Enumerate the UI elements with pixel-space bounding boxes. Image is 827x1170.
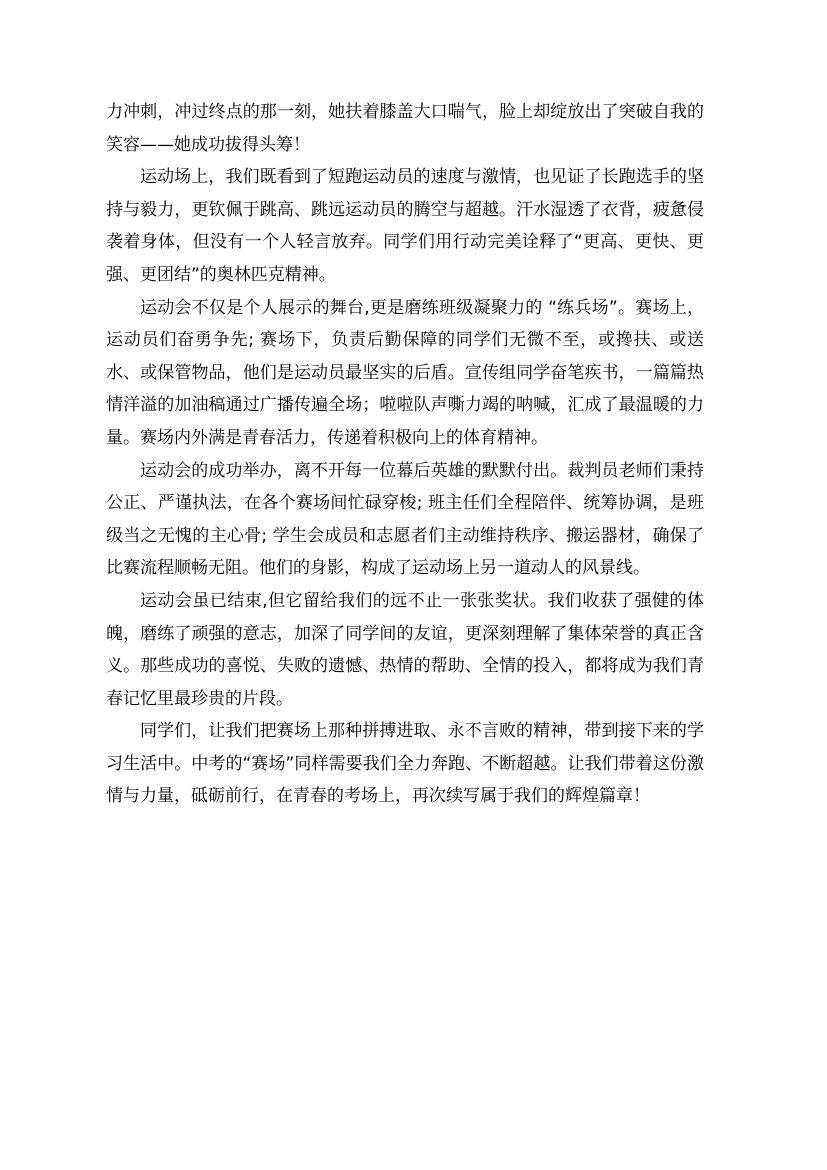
paragraph: 运动场上，我们既看到了短跑运动员的速度与激情，也见证了长跑选手的坚持与毅力，更钦佩于跳高、跳远运动员的腾空与超越。汗水湿透了衣背，疲惫侵袭着身体，但没有一个人轻言放弃。同学们用行动完美诠释了“更高、更快、更强、更团结”的奥林匹克精神。	[106, 167, 704, 285]
paragraph: 力冲刺，冲过终点的那一刻，她扶着膝盖大口喘气，脸上却绽放出了突破自我的笑容——她成功拔得头筹！	[106, 102, 704, 155]
paragraph: 运动会虽已结束,但它留给我们的远不止一张张奖状。我们收获了强健的体魄，磨练了顽强的意志，加深了同学间的友谊，更深刻理解了集体荣誉的真正含义。那些成功的喜悦、失败的遗憾、热情的帮助、全情的投入，都将成为我们青春记忆里最珍贵的片段。	[106, 590, 704, 709]
document-body	[106, 96, 704, 813]
paragraph: 运动会的成功举办，离不开每一位幕后英雄的默默付出。裁判员老师们秉持公正、严谨执法，在各个赛场间忙碌穿梭; 班主任们全程陪伴、统筹协调，是班级当之无愧的主心骨; 学生会成员和志愿者们主动维持秩序、搬运器材，确保了比赛流程顺畅无阻。他们的身影，构成了运动场上另一道动人的风景线。	[106, 460, 704, 579]
paragraph: 运动会不仅是个人展示的舞台,更是磨练班级凝聚力的 “练兵场”。赛场上，运动员们奋勇争先; 赛场下，负责后勤保障的同学们无微不至，或搀扶、或送水、或保管物品，他们是运动员最坚实的后盾。宣传组同学奋笔疾书，一篇篇热情洋溢的加油稿通过广播传遍全场；啦啦队声嘶力竭的呐喊，汇成了最温暖的力量。赛场内外满是青春活力，传递着积极向上的体育精神。	[106, 297, 704, 448]
paragraph: 同学们，让我们把赛场上那种拼搏进取、永不言败的精神，带到接下来的学习生活中。中考的“赛场”同样需要我们全力奔跑、不断超越。让我们带着这份激情与力量，砥砺前行，在青春的考场上，再次续写属于我们的辉煌篇章！	[106, 721, 704, 807]
